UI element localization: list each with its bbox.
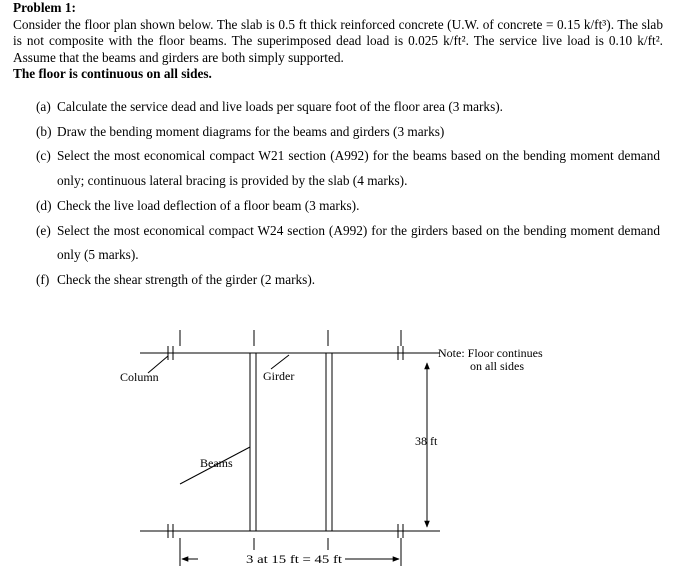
note-line-1: Note: Floor continues <box>438 346 543 360</box>
column-top-left <box>168 346 173 360</box>
question-label: (f) <box>36 271 50 287</box>
problem-bold-note: The floor is continuous on all sides. <box>13 66 212 81</box>
column-bottom-left <box>168 524 173 538</box>
question-label: (c) <box>36 148 51 164</box>
dimension-vertical-label: 38 ft <box>415 434 438 448</box>
note-line-2: on all sides <box>470 359 524 373</box>
question-text: Select the most economical compact W21 section (A992) for the beams based on the bending moment demand only; continuous lateral bracing is provided by the slab (4 marks). <box>57 148 660 189</box>
question-label: (d) <box>36 197 52 213</box>
question-text: Select the most economical compact W24 section (A992) for the girders based on the bending moment demand only (5 marks). <box>57 222 660 263</box>
problem-body-text: Consider the floor plan shown below. The slab is 0.5 ft thick reinforced concrete (U.W. of concrete = 0.15 k/ft³). The slab is not composite with the floor beams. The superimposed dead load is 0.025 k/ft². The service live load is 0.10 k/ft². Assume that the beams and girders are both simply supported. <box>13 16 663 65</box>
question-label: (b) <box>36 123 52 139</box>
question-text: Draw the bending moment diagrams for the beams and girders (3 marks) <box>57 123 445 139</box>
column-bottom-right <box>398 524 403 538</box>
dimension-horizontal-label: 3 at 15 ft = 45 ft <box>246 552 343 566</box>
girder-leader <box>271 355 289 369</box>
question-label: (a) <box>36 99 51 114</box>
question-label: (e) <box>36 222 51 238</box>
problem-title: Problem 1: <box>13 0 76 15</box>
question-text: Check the live load deflection of a floor beam (3 marks). <box>57 197 360 213</box>
question-text: Calculate the service dead and live loads per square foot of the floor area (3 marks). <box>57 99 503 114</box>
beams-label: Beams <box>200 456 233 470</box>
girder-label: Girder <box>263 369 295 383</box>
column-label: Column <box>120 370 159 384</box>
question-text: Check the shear strength of the girder (2 marks). <box>57 271 316 287</box>
column-top-right <box>398 346 403 360</box>
